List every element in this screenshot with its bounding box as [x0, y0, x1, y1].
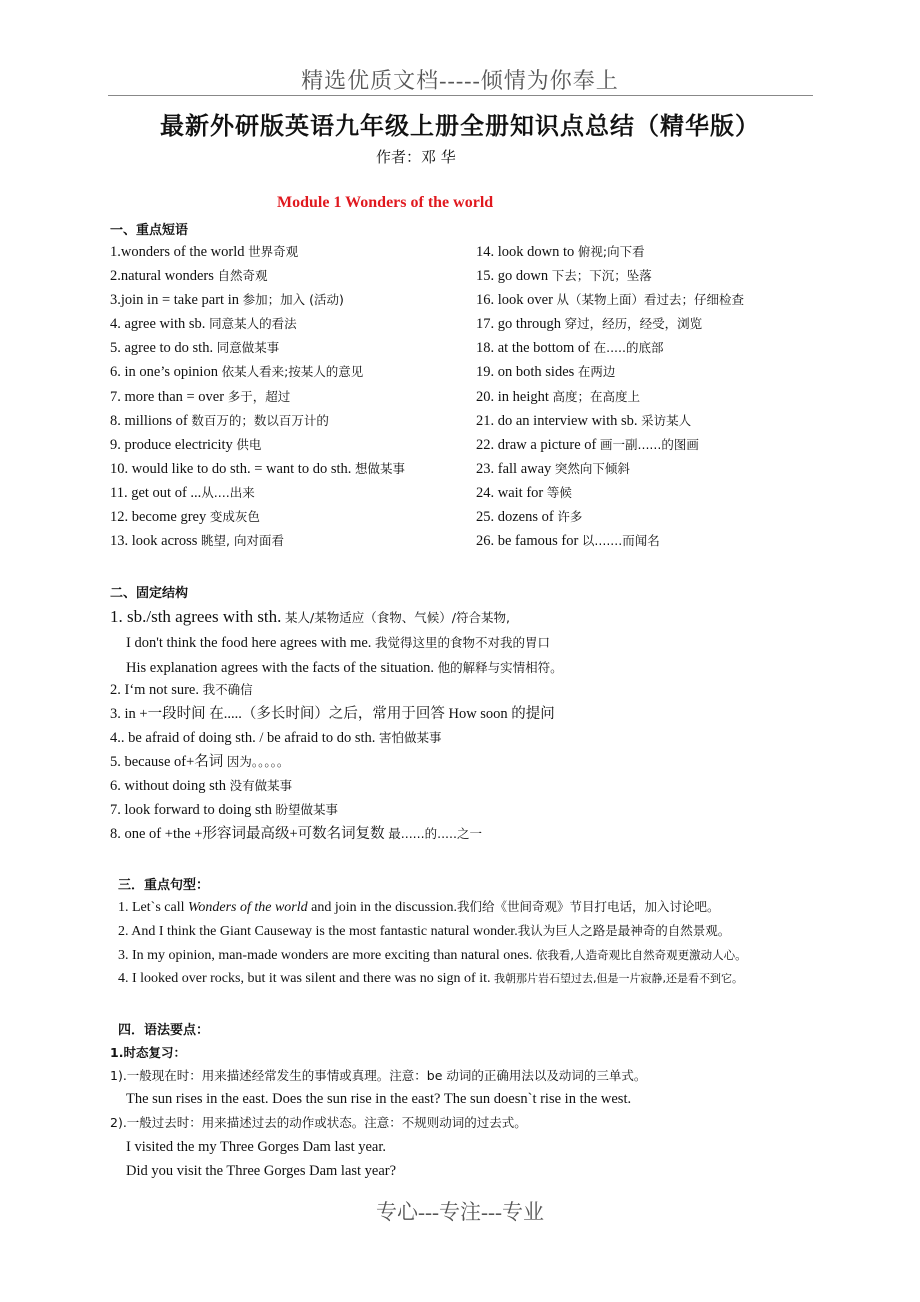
sentence-en: 3. In my opinion, man-made wonders are more exciting than natural ones. — [118, 948, 533, 963]
phrase-cn: 参加；加入 (活动) — [242, 292, 344, 308]
structure-en: 7. look forward to doing sth — [110, 802, 272, 818]
structure-cn: 我觉得这里的食物不对我的胃口 — [375, 635, 551, 650]
list-item — [110, 531, 405, 555]
structure-line — [110, 800, 338, 820]
structure-cn: 害怕做某事 — [379, 730, 442, 745]
phrase-list-right — [476, 242, 744, 555]
phrase-en: 26. be famous for — [476, 533, 579, 550]
structure-en: 2. I‘m not sure. — [110, 682, 199, 698]
structure-cn: 某人/某物适应（食物、气候）/符合某物, — [285, 610, 510, 625]
phrase-cn: 同意某人的看法 — [209, 316, 297, 332]
sentence-cn: 我认为巨人之路是最神奇的自然景观。 — [517, 923, 731, 938]
phrase-cn: 从（某物上面）看过去；仔细检查 — [556, 292, 745, 308]
phrase-cn: 从....出来 — [201, 484, 255, 500]
structure-en: 3. in +一段时间 在.....（多长时间）之后，常用于回答 — [110, 706, 445, 722]
list-item — [476, 338, 744, 362]
module-heading: Module 1 Wonders of the world — [277, 194, 494, 211]
header-title: 精选优质文档-----倾情为你奉上 — [301, 68, 619, 93]
structures-heading: 二、固定结构 — [110, 586, 189, 601]
phrase-cn: 多于，超过 — [227, 388, 291, 404]
phrase-cn: 许多 — [557, 509, 583, 525]
list-item — [110, 387, 405, 411]
structure-line — [110, 728, 442, 748]
phrase-list-left — [110, 242, 405, 555]
structure-line — [110, 607, 510, 628]
phrase-en: 7. more than = over — [110, 388, 225, 405]
list-item — [110, 411, 405, 435]
phrase-en: 11. get out of ... — [110, 484, 202, 501]
sentence-line — [118, 921, 730, 942]
list-item — [476, 507, 744, 531]
phrase-cn: 等候 — [546, 484, 572, 500]
phrase-cn: 供电 — [236, 436, 262, 452]
list-item — [110, 483, 405, 507]
sentence-title: Wonders of the world — [187, 900, 308, 915]
list-item — [476, 362, 744, 386]
sentence-en: 1. Let`s call — [118, 900, 188, 915]
structure-en: 4.. be afraid of doing sth. / be afraid to do sth. — [110, 730, 376, 746]
phrase-en: 24. wait for — [476, 484, 544, 501]
phrase-cn: 依某人看来;按某人的意见 — [221, 364, 364, 380]
phrase-en: 20. in height — [476, 388, 549, 405]
structure-en: 1. sb./sth agrees with sth. — [110, 607, 282, 626]
phrase-en: 18. at the bottom of — [476, 340, 590, 357]
structure-cn: 最......的.....之一 — [388, 826, 482, 841]
grammar-line — [126, 1137, 386, 1157]
list-item — [476, 531, 744, 555]
grammar-line — [126, 1089, 631, 1109]
phrase-cn: 以.......而闻名 — [581, 533, 660, 549]
sentence-line — [118, 945, 747, 966]
phrase-en: 14. look down to — [476, 244, 575, 260]
structure-en: I don't think the food here agrees with me. — [126, 635, 372, 651]
grammar-line — [126, 1161, 396, 1181]
author-line: 作者：邓 华 — [376, 148, 456, 166]
grammar-text: 2).一般过去时：用来描述过去的动作或状态。注意：不规则动词的过去式。 — [110, 1115, 527, 1130]
phrase-cn: 俯视;向下看 — [577, 244, 645, 259]
structure-en: 5. because of+名词 — [110, 754, 224, 770]
phrase-cn: 变成灰色 — [209, 509, 260, 525]
phrase-en: 13. look across — [110, 533, 198, 550]
phrase-en: 10. would like to do sth. = want to do sth. — [110, 460, 352, 477]
grammar-text: The sun rises in the east. Does the sun rise in the east? The sun doesn`t rise in the west. — [126, 1091, 632, 1107]
structure-en: 8. one of +the +形容词最高级+可数名词复数 — [110, 826, 385, 842]
phrase-en: 1.wonders of the world — [110, 244, 245, 260]
phrase-cn: 穿过，经历，经受，浏览 — [564, 316, 703, 332]
phrase-cn: 突然向下倾斜 — [554, 460, 630, 476]
header-divider — [108, 95, 813, 96]
grammar-line — [110, 1066, 646, 1086]
phrase-cn: 同意做某事 — [216, 340, 280, 356]
phrase-en: 23. fall away — [476, 460, 552, 477]
list-item — [476, 266, 744, 290]
list-item — [110, 507, 405, 531]
structure-cn: 我不确信 — [202, 682, 253, 697]
phrase-cn: 画一副......的图画 — [600, 436, 699, 452]
structure-line — [110, 752, 289, 772]
structure-cn: 没有做某事 — [229, 778, 293, 793]
structure-line — [110, 704, 555, 724]
phrases-heading: 一、重点短语 — [110, 223, 189, 238]
grammar-heading: 四．语法要点： — [118, 1023, 210, 1038]
phrase-en: 12. become grey — [110, 509, 207, 526]
structure-line — [110, 680, 253, 700]
structure-en: 6. without doing sth — [110, 778, 227, 794]
phrase-en: 4. agree with sb. — [110, 316, 206, 333]
phrase-en: 8. millions of — [110, 412, 188, 429]
phrase-cn: 想做某事 — [355, 460, 406, 476]
list-item — [110, 459, 405, 483]
phrase-cn: 高度；在高度上 — [552, 388, 641, 404]
structure-cn: 他的解释与实情相符。 — [437, 660, 563, 675]
grammar-subheading: 1.时态复习： — [110, 1045, 186, 1060]
list-item — [110, 362, 405, 386]
phrase-en: 21. do an interview with sb. — [476, 412, 638, 429]
sentence-cn: 依我看,人造奇观比自然奇观更激动人心。 — [535, 948, 747, 962]
list-item — [110, 290, 405, 314]
phrase-cn: 自然奇观 — [217, 268, 268, 284]
list-item — [476, 435, 744, 459]
list-item — [110, 435, 405, 459]
structure-line — [110, 824, 482, 844]
phrase-cn: 采访某人 — [641, 412, 692, 428]
sentence-line — [118, 897, 719, 918]
sentence-cn: 我们给《世间奇观》节目打电话，加入讨论吧。 — [456, 899, 720, 914]
list-item — [476, 387, 744, 411]
list-item — [110, 242, 405, 266]
phrase-cn: 眺望, 向对面看 — [201, 533, 284, 549]
sentence-en: 2. And I think the Giant Causeway is the most fantastic natural wonder. — [118, 924, 518, 939]
list-item — [476, 411, 744, 435]
structure-line — [126, 633, 550, 653]
list-item — [476, 314, 744, 338]
phrase-en: 25. dozens of — [476, 509, 554, 526]
phrase-en: 9. produce electricity — [110, 436, 233, 453]
phrase-cn: 世界奇观 — [248, 244, 299, 259]
list-item — [476, 290, 744, 314]
structure-cn: 因为。。。。。 — [226, 754, 290, 769]
list-item — [110, 314, 405, 338]
grammar-text: 1).一般现在时：用来描述经常发生的事情或真理。注意：be 动词的正确用法以及动词的三单式。 — [110, 1068, 647, 1083]
sentence-line — [118, 969, 743, 989]
sentence-en: 4. I looked over rocks, but it was silent and there was no sign of it. — [118, 971, 491, 986]
footer-text: 专心---专注---专业 — [376, 1200, 544, 1224]
phrase-cn: 数百万的；数以百万计的 — [191, 412, 329, 428]
phrase-cn: 在.....的底部 — [593, 340, 664, 356]
structure-en: His explanation agrees with the facts of the situation. — [126, 660, 435, 676]
structure-cn: 盼望做某事 — [275, 802, 339, 817]
grammar-line — [110, 1113, 527, 1133]
structure-cn: How soon 的提问 — [448, 706, 555, 722]
phrase-en: 2.natural wonders — [110, 268, 214, 285]
phrase-cn: 在两边 — [577, 364, 616, 380]
document-title: 最新外研版英语九年级上册全册知识点总结（精华版） — [160, 111, 760, 140]
phrase-en: 5. agree to do sth. — [110, 340, 214, 357]
phrase-en: 15. go down — [476, 268, 549, 285]
phrase-en: 22. draw a picture of — [476, 436, 597, 453]
list-item — [476, 242, 744, 266]
grammar-text: I visited the my Three Gorges Dam last year. — [126, 1139, 386, 1155]
list-item — [110, 266, 405, 290]
structure-line — [110, 776, 292, 796]
sentences-heading: 三．重点句型： — [118, 878, 210, 893]
sentence-cn: 我朝那片岩石望过去,但是一片寂静,还是看不到它。 — [493, 972, 743, 985]
grammar-text: Did you visit the Three Gorges Dam last year? — [126, 1163, 397, 1179]
phrase-en: 3.join in = take part in — [110, 292, 239, 309]
sentence-en: and join in the discussion. — [307, 900, 457, 915]
phrase-en: 6. in one’s opinion — [110, 364, 218, 381]
phrase-en: 16. look over — [476, 292, 553, 309]
structure-line — [126, 658, 563, 678]
list-item — [476, 483, 744, 507]
phrase-en: 19. on both sides — [476, 364, 575, 381]
list-item — [110, 338, 405, 362]
list-item — [476, 459, 744, 483]
phrase-en: 17. go through — [476, 316, 561, 333]
phrase-cn: 下去；下沉；坠落 — [551, 268, 652, 284]
